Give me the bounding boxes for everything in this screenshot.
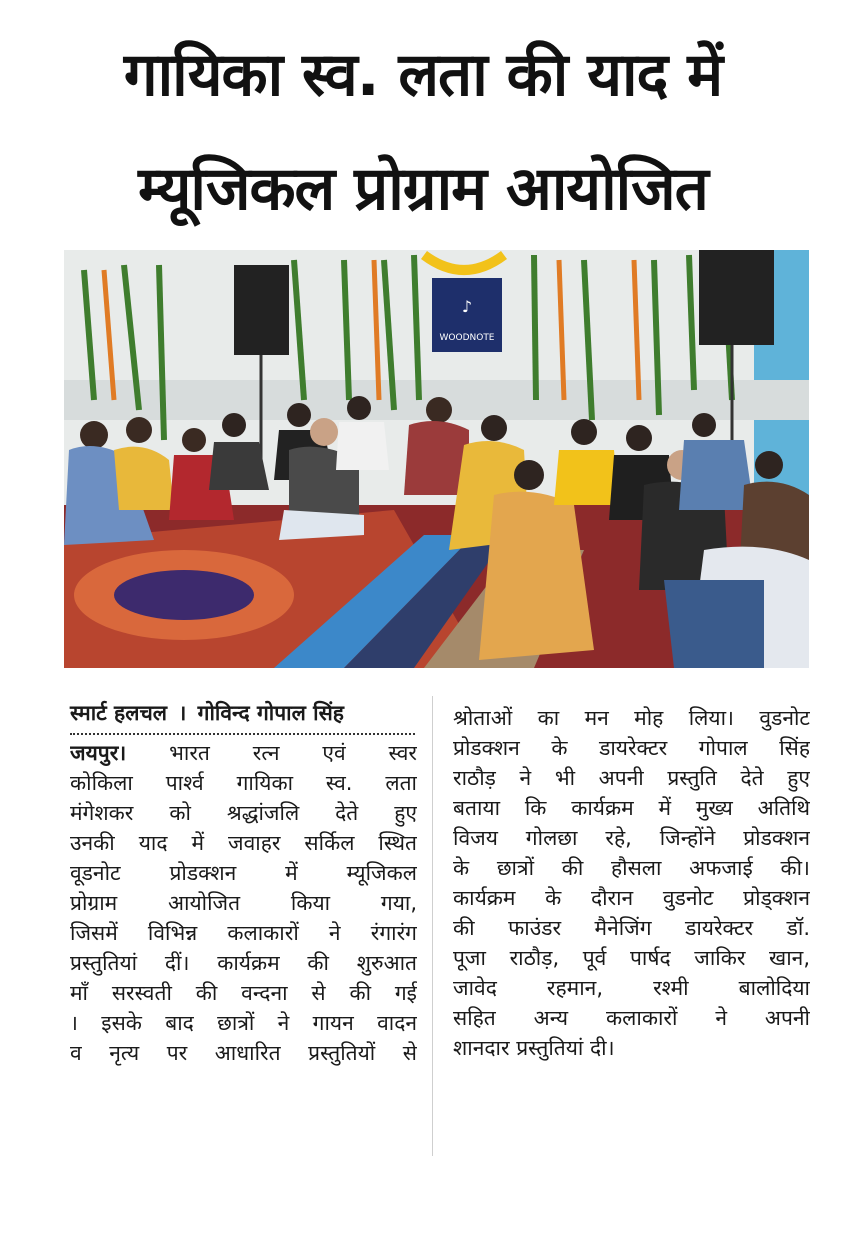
article-line: जावेद रहमान, रश्मी बालोदिया	[453, 976, 810, 1000]
article-line: जयपुर। भारत रत्न एवं स्वर	[70, 741, 417, 765]
article-line: विजय गोलछा रहे, जिन्होंने प्रोडक्शन	[453, 826, 810, 850]
headline-line-1: गायिका स्व. लता की याद में	[123, 40, 723, 110]
article-line: कोकिला पार्श्व गायिका स्व. लता	[70, 771, 417, 795]
article-line: के छात्रों की हौसला अफजाई की।	[453, 856, 810, 880]
column-divider	[432, 696, 433, 1156]
article-line: की फाउंडर मैनेजिंग डायरेक्टर डॉ.	[453, 916, 810, 940]
byline-separator: ।	[178, 701, 187, 725]
article-line: माँ सरस्वती की वन्दना से की गई	[70, 981, 417, 1005]
article-line: मंगेशकर को श्रद्धांजलि देते हुए	[70, 801, 417, 825]
article-line: कार्यक्रम के दौरान वुडनोट प्रोड्क्शन	[453, 886, 810, 910]
byline-source: स्मार्ट हलचल	[70, 701, 168, 725]
article-line: जिसमें विभिन्न कलाकारों ने रंगारंग	[70, 921, 417, 945]
article-line: पूजा राठौड़, पूर्व पार्षद जाकिर खान,	[453, 946, 810, 970]
dateline: जयपुर।	[70, 741, 127, 765]
article-line: श्रोताओं का मन मोह लिया। वुडनोट	[453, 706, 810, 730]
speaker-right	[699, 250, 774, 345]
banner-text: WOODNOTE	[439, 333, 495, 343]
article-line: । इसके बाद छात्रों ने गायन वादन	[70, 1011, 417, 1035]
article-line: प्रस्तुतियां दीं। कार्यक्रम की शुरुआत	[70, 951, 417, 975]
event-photo	[64, 250, 809, 668]
svg-text:♪: ♪	[461, 297, 473, 316]
byline-author: गोविन्द गोपाल सिंह	[197, 701, 344, 725]
article-line: उनकी याद में जवाहर सर्किल स्थित	[70, 831, 417, 855]
article-line: राठौड़ ने भी अपनी प्रस्तुति देते हुए	[453, 766, 810, 790]
article-line: वूडनोट प्रोडक्शन में म्यूजिकल	[70, 861, 417, 885]
article-line: व नृत्य पर आधारित प्रस्तुतियों से	[70, 1041, 417, 1065]
article-line: शानदार प्रस्तुतियां दी।	[453, 1036, 615, 1060]
speaker-left	[234, 265, 289, 355]
article-column-left	[70, 738, 417, 1068]
byline	[70, 697, 415, 735]
article-line: बताया कि कार्यक्रम में मुख्य अतिथि	[453, 796, 810, 820]
article-line: प्रोडक्शन के डायरेक्टर गोपाल सिंह	[453, 736, 810, 760]
article-line: प्रोग्राम आयोजित किया गया,	[70, 891, 417, 915]
article-line: सहित अन्य कलाकारों ने अपनी	[453, 1006, 810, 1030]
headline-line-2: म्यूजिकल प्रोग्राम आयोजित	[138, 154, 708, 224]
article-column-right	[453, 703, 810, 1063]
